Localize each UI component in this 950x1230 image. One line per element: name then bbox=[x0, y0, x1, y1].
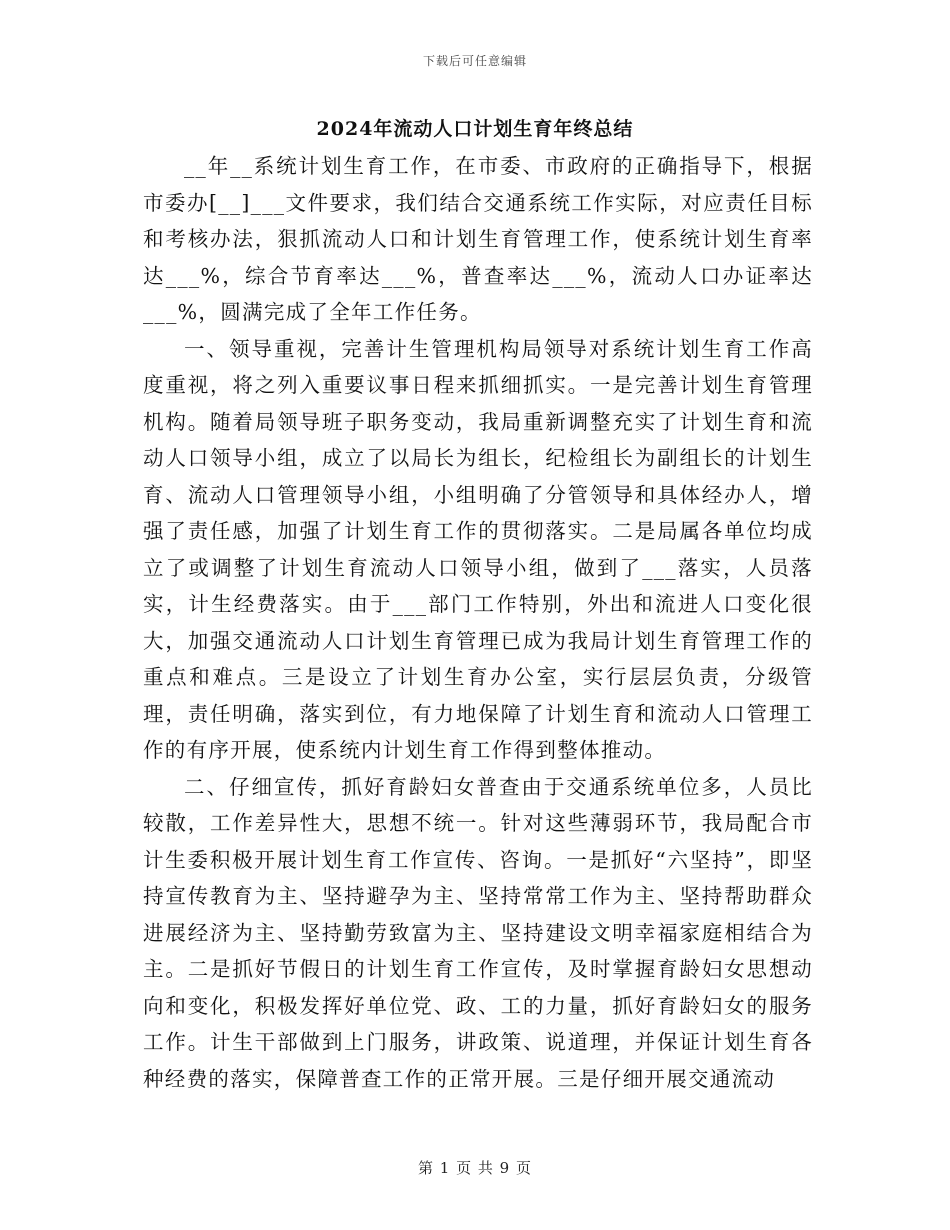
document-body bbox=[143, 148, 813, 1097]
page-header-note: 下载后可任意编辑 bbox=[422, 54, 527, 68]
paragraph-intro: __年__系统计划生育工作，在市委、市政府的正确指导下，根据市委办[__]___文件要求，我们结合交通系统工作实际，对应责任目标和考核办法，狠抓流动人口和计划生育管理工作，使系统计划生育率达___%，综合节育率达___%，普查率达___%，流动人口办证率达___%，圆满完成了全年工作任务。 bbox=[143, 154, 813, 324]
document-title: 2024年流动人口计划生育年终总结 bbox=[316, 118, 634, 140]
page-number-footer: 第 1 页 共 9 页 bbox=[418, 1159, 532, 1177]
paragraph-section-2: 二、仔细宣传，抓好育龄妇女普查由于交通系统单位多，人员比较散，工作差异性大，思想不统一。针对这些薄弱环节，我局配合市计生委积极开展计划生育工作宣传、咨询。一是抓好“六坚持”，即坚持宣传教育为主、坚持避孕为主、坚持常常工作为主、坚持帮助群众进展经济为主、坚持勤劳致富为主、坚持建设文明幸福家庭相结合为主。二是抓好节假日的计划生育工作宣传，及时掌握育龄妇女思想动向和变化，积极发挥好单位党、政、工的力量，抓好育龄妇女的服务工作。计生干部做到上门服务，讲政策、说道理，并保证计划生育各种经费的落实，保障普查工作的正常开展。三是仔细开展交通流动 bbox=[143, 774, 813, 1091]
paragraph-section-1: 一、领导重视，完善计生管理机构局领导对系统计划生育工作高度重视，将之列入重要议事日程来抓细抓实。一是完善计划生育管理机构。随着局领导班子职务变动，我局重新调整充实了计划生育和流动人口领导小组，成立了以局长为组长，纪检组长为副组长的计划生育、流动人口管理领导小组，小组明确了分管领导和具体经办人，增强了责任感，加强了计划生育工作的贯彻落实。二是局属各单位均成立了或调整了计划生育流动人口领导小组，做到了___落实，人员落实，计生经费落实。由于___部门工作特别，外出和流进人口变化很大，加强交通流动人口计划生育管理已成为我局计划生育管理工作的重点和难点。三是设立了计划生育办公室，实行层层负责，分级管理，责任明确，落实到位，有力地保障了计划生育和流动人口管理工作的有序开展，使系统内计划生育工作得到整体推动。 bbox=[143, 336, 813, 762]
